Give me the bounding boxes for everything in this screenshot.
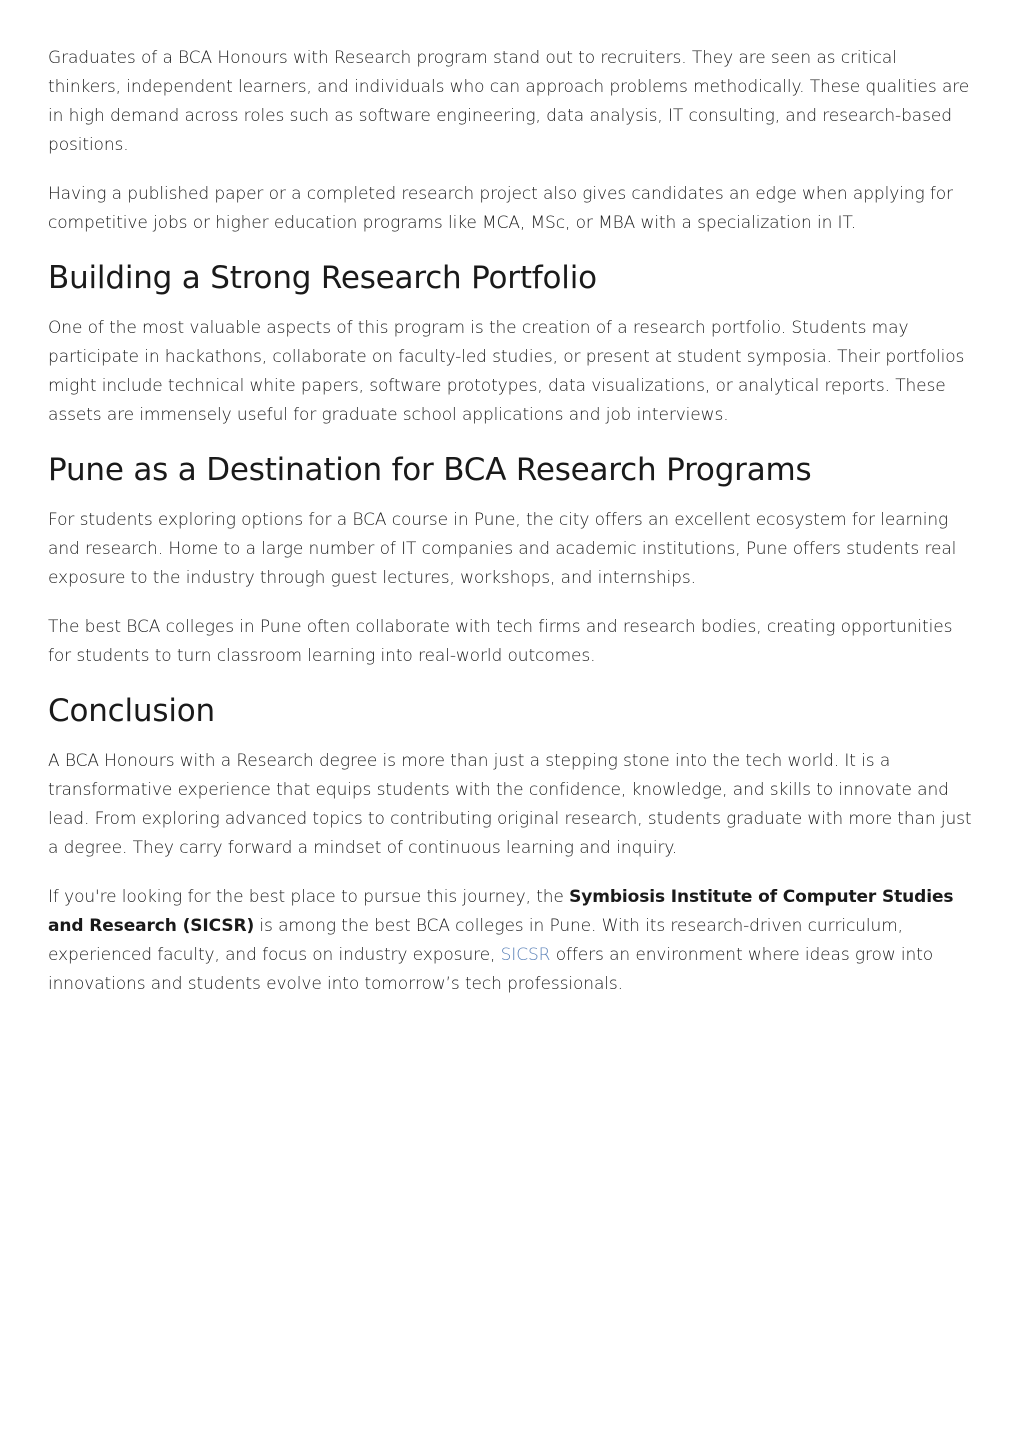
paragraph-pune-ecosystem: For students exploring options for a BCA course in Pune, the city offers an excellent ecosystem for learning and research. Home to a large number of IT companies and academic institutions, Pune offers students real exposure to the industry through guest lectures, workshops, and internships. xyxy=(48,510,957,588)
paragraph-research-portfolio: One of the most valuable aspects of this program is the creation of a research portfolio. Students may participate in hackathons, collaborate on faculty-led studies, or present at student symposia. Their portfolios might include technical white papers, software prototypes, data visualizations, or analytical reports. These assets are immensely useful for graduate school applications and job interviews. xyxy=(48,318,965,425)
heading-pune-destination: Pune as a Destination for BCA Research Programs xyxy=(48,452,812,488)
article-body xyxy=(48,44,973,1019)
paragraph-published-paper: Having a published paper or a completed research project also gives candidates an edge when applying for competitive jobs or higher education programs like MCA, MSc, or MBA with a specialization in IT. xyxy=(48,184,953,233)
paragraph-conclusion: A BCA Honours with a Research degree is more than just a stepping stone into the tech world. It is a transformative experience that equips students with the confidence, knowledge, and skills to innovate and lead. From exploring advanced topics to contributing original research, students graduate with more than just a degree. They carry forward a mindset of continuous learning and inquiry. xyxy=(48,751,972,858)
sicsr-link[interactable]: SICSR xyxy=(500,945,551,965)
paragraph-recruiters: Graduates of a BCA Honours with Research program stand out to recruiters. They are seen as critical thinkers, independent learners, and individuals who can approach problems methodically. These qualities are in high demand across roles such as software engineering, data analysis, IT consulting, and research-based positions. xyxy=(48,48,970,155)
heading-research-portfolio: Building a Strong Research Portfolio xyxy=(48,260,597,296)
sicsr-tail-text: offers an environment where ideas grow into innovations and students evolve into tomorrow’s tech professionals. xyxy=(48,945,934,994)
heading-conclusion: Conclusion xyxy=(48,693,215,729)
sicsr-lead-text: If you're looking for the best place to pursue this journey, the xyxy=(48,887,570,907)
paragraph-sicsr-recommendation xyxy=(48,883,973,999)
paragraph-pune-colleges: The best BCA colleges in Pune often collaborate with tech firms and research bodies, creating opportunities for students to turn classroom learning into real-world outcomes. xyxy=(48,617,953,666)
sicsr-institute-name: Symbiosis Institute of Computer Studies and Research (SICSR) xyxy=(48,887,954,936)
sicsr-middle-text: is among the best BCA colleges in Pune. With its research-driven curriculum, experienced faculty, and focus on industry exposure, xyxy=(48,916,903,965)
